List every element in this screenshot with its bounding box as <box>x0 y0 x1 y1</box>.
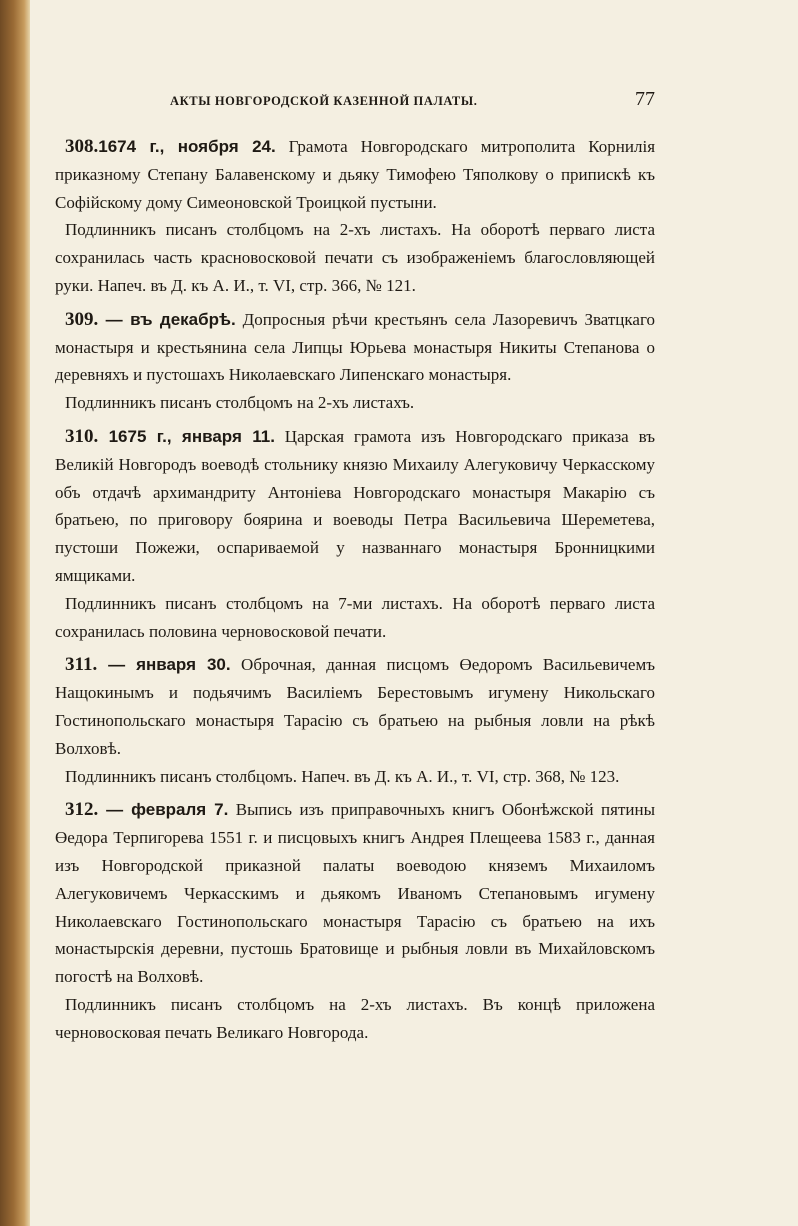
entry-body: Выпись изъ приправочныхъ книгъ Обонѣжской пятины Өедора Терпигорева 1551 г. и писцовыхъ книгъ Андрея Плещеева 1583 г., данная изъ Новгородской приказной палаты воеводою княземъ Михаиломъ Алегуковичемъ Черкасскимъ и дьякомъ Иваномъ Степановымъ игумену Николаевскаго Гостинопольскаго монастыря Тарасію съ братьею на ихъ монастырскія деревни, пустошь Братовище и рыбныя ловли въ Михайловскомъ погостѣ на Волховѣ. <box>55 800 655 987</box>
running-head-title: АКТЫ НОВГОРОДСКОЙ КАЗЕННОЙ ПАЛАТЫ. <box>170 94 478 108</box>
entry-312 <box>55 796 655 1048</box>
entry-number: 310. <box>65 425 99 447</box>
entry-note: Подлинникъ писанъ столбцомъ на 2-хъ листахъ. На оборотѣ перваго листа сохранилась часть красновосковой печати съ изображеніемъ благословляющей руки. Напеч. въ Д. къ А. И., т. VI, стр. 366, № 121. <box>55 220 655 295</box>
running-head <box>55 88 655 111</box>
entry-number: 308. <box>65 136 99 157</box>
entry-number: 311. <box>65 654 98 676</box>
entry-note: Подлинникъ писанъ столбцомъ. Напеч. въ Д. къ А. И., т. VI, стр. 368, № 123. <box>65 766 620 786</box>
entry-number: 312. <box>65 799 99 821</box>
entry-date: — февраля 7. <box>98 800 229 820</box>
entry-note: Подлинникъ писанъ столбцомъ на 2-хъ листахъ. <box>65 393 415 413</box>
document-page <box>55 88 655 1049</box>
page-number: 77 <box>635 88 655 110</box>
entry-date: 1675 г., января 11. <box>98 426 275 446</box>
entry-308 <box>55 133 655 302</box>
entry-date: 1674 г., ноября 24. <box>98 137 276 156</box>
entry-note: Подлинникъ писанъ столбцомъ на 2-хъ листахъ. Въ концѣ приложена черновосковая печать Великаго Новгорода. <box>55 994 655 1042</box>
entry-note: Подлинникъ писанъ столбцомъ на 7-ми листахъ. На оборотѣ перваго листа сохранилась половина черновосковой печати. <box>55 593 655 641</box>
entry-text <box>55 306 655 389</box>
entry-309 <box>55 306 655 419</box>
entry-text <box>55 651 655 762</box>
entry-date: — января 30. <box>97 655 231 675</box>
entry-311 <box>55 651 655 792</box>
entry-body: Оброчная, данная писцомъ Өедоромъ Васильевичемъ Нащокинымъ и подьячимъ Василіемъ Берестовымъ игумену Никольскаго Гостинопольскаго монастыря Тарасію съ братьею на рыбныя ловли на рѣкѣ Волховѣ. <box>55 655 656 758</box>
entry-text <box>55 423 655 590</box>
entry-body: Допросныя рѣчи крестьянъ села Лазоревичъ Зватцкаго монастыря и крестьянина села Липцы Юрьева монастыря Никиты Степанова о деревняхъ и пустошахъ Николаевскаго Липенскаго монастыря. <box>55 309 655 385</box>
entry-date: — въ декабрѣ. <box>98 309 236 329</box>
entry-body: Царская грамота изъ Новгородскаго приказа въ Великій Новгородъ воеводѣ стольнику князю Михаилу Алегуковичу Черкасскому объ отдачѣ архимандриту Антоніева Новгородскаго монастыря Макарію съ братьею, по приговору боярина и воеводы Петра Васильевича Шереметева, пустоши Пожежи, оспариваемой у названнаго монастыря Бронницкими ямщиками. <box>55 426 655 585</box>
book-binding-edge <box>0 0 30 1226</box>
entry-body: Грамота Новгородскаго митрополита Корнилія приказному Степану Балавенскому и дьяку Тимофею Тяполкову о припискѣ къ Софійскому дому Симеоновской Троицкой пустыни. <box>55 137 656 212</box>
entry-text <box>55 133 655 216</box>
entry-310 <box>55 423 655 647</box>
entry-number: 309. <box>65 308 99 330</box>
entry-text <box>55 796 655 991</box>
